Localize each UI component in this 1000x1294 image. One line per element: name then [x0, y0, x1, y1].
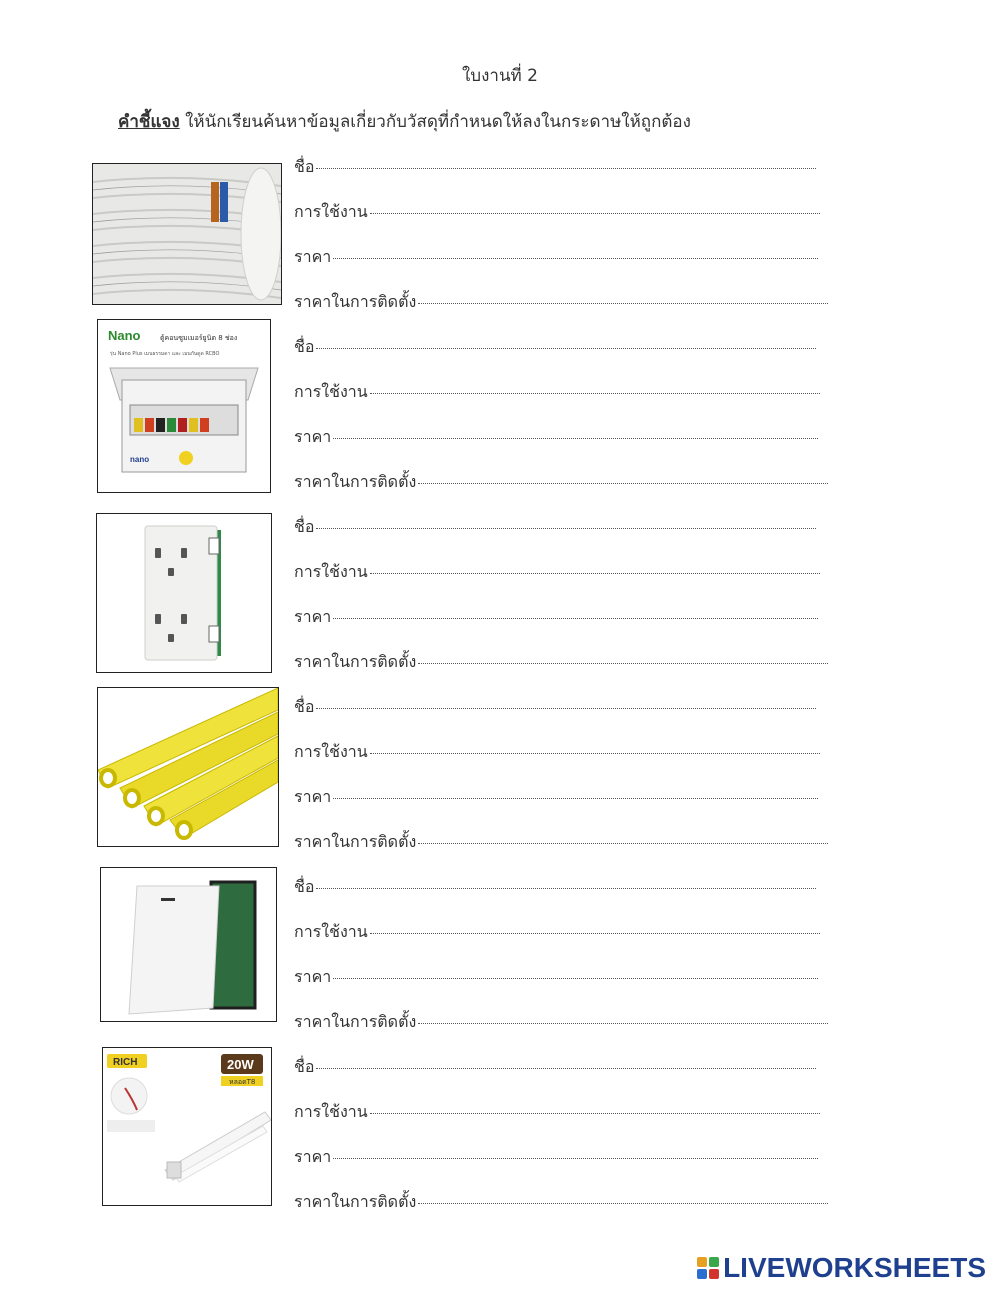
- name-label: ชื่อ: [294, 517, 315, 536]
- price-label: ราคา: [294, 427, 332, 446]
- name-label: ชื่อ: [294, 1057, 315, 1076]
- usage-label: การใช้งาน: [294, 922, 368, 941]
- install-price-label: ราคาในการติดตั้ง: [294, 1192, 417, 1211]
- nano-brand-text: Nano: [108, 328, 141, 343]
- name-label: ชื่อ: [294, 877, 315, 896]
- instruction: [118, 108, 691, 135]
- usage-label: การใช้งาน: [294, 202, 368, 221]
- price-label: ราคา: [294, 607, 332, 626]
- install-price-blank[interactable]: [418, 842, 828, 844]
- cable-image: [92, 163, 282, 305]
- svg-text:nano: nano: [130, 455, 150, 464]
- usage-blank[interactable]: [370, 1112, 820, 1114]
- price-field[interactable]: [294, 245, 818, 270]
- svg-text:หลอดT8: หลอดT8: [229, 1078, 256, 1086]
- liveworksheets-mark-icon: [697, 1257, 719, 1279]
- usage-label: การใช้งาน: [294, 382, 368, 401]
- price-field[interactable]: [294, 965, 818, 990]
- usage-field[interactable]: [294, 1100, 820, 1125]
- install-price-field[interactable]: [294, 1010, 828, 1035]
- price-label: ราคา: [294, 787, 332, 806]
- conduit-pipes-image: [97, 687, 279, 847]
- install-price-label: ราคาในการติดตั้ง: [294, 292, 417, 311]
- usage-field[interactable]: [294, 380, 820, 405]
- price-field[interactable]: [294, 425, 818, 450]
- liveworksheets-logo[interactable]: [697, 1252, 986, 1284]
- name-field[interactable]: [294, 695, 816, 720]
- price-label: ราคา: [294, 1147, 332, 1166]
- usage-blank[interactable]: [370, 392, 820, 394]
- name-label: ชื่อ: [294, 337, 315, 356]
- item-row-5: [0, 870, 1000, 1050]
- usage-blank[interactable]: [370, 212, 820, 214]
- name-blank[interactable]: [316, 1067, 816, 1069]
- price-blank[interactable]: [333, 617, 818, 619]
- install-price-field[interactable]: [294, 650, 828, 675]
- price-blank[interactable]: [333, 1157, 818, 1159]
- install-price-blank[interactable]: [418, 662, 828, 664]
- price-label: ราคา: [294, 247, 332, 266]
- instruction-text: ให้นักเรียนค้นหาข้อมูลเกี่ยวกับวัสดุที่กำหนดให้ลงในกระดาษให้ถูกต้อง: [179, 112, 691, 132]
- item-row-4: [0, 690, 1000, 870]
- install-price-blank[interactable]: [418, 1202, 828, 1204]
- name-label: ชื่อ: [294, 157, 315, 176]
- usage-field[interactable]: [294, 920, 820, 945]
- price-field[interactable]: [294, 785, 818, 810]
- item-row-6: [0, 1050, 1000, 1230]
- usage-blank[interactable]: [370, 752, 820, 754]
- usage-field[interactable]: [294, 740, 820, 765]
- usage-field[interactable]: [294, 200, 820, 225]
- install-price-field[interactable]: [294, 1190, 828, 1215]
- install-price-blank[interactable]: [418, 1022, 828, 1024]
- liveworksheets-wordmark: LIVEWORKSHEETS: [723, 1252, 986, 1283]
- install-price-label: ราคาในการติดตั้ง: [294, 1012, 417, 1031]
- outlet-image: [96, 513, 272, 673]
- price-label: ราคา: [294, 967, 332, 986]
- svg-text:รุ่น Nano Plus เมนธรรมดา และ เ: รุ่น Nano Plus เมนธรรมดา และ เมนกันดูด RCBO: [110, 351, 220, 357]
- price-blank[interactable]: [333, 257, 818, 259]
- install-price-field[interactable]: [294, 290, 828, 315]
- name-blank[interactable]: [316, 347, 816, 349]
- name-field[interactable]: [294, 155, 816, 180]
- svg-text:RICH: RICH: [113, 1057, 138, 1068]
- install-price-field[interactable]: [294, 470, 828, 495]
- name-label: ชื่อ: [294, 697, 315, 716]
- name-blank[interactable]: [316, 887, 816, 889]
- usage-label: การใช้งาน: [294, 1102, 368, 1121]
- name-field[interactable]: [294, 875, 816, 900]
- install-price-blank[interactable]: [418, 302, 828, 304]
- price-field[interactable]: [294, 1145, 818, 1170]
- item-row-3: [0, 510, 1000, 690]
- worksheet-title: ใบงานที่ 2: [462, 66, 538, 86]
- name-blank[interactable]: [316, 167, 816, 169]
- name-field[interactable]: [294, 335, 816, 360]
- usage-blank[interactable]: [370, 932, 820, 934]
- consumer-unit-image: [97, 319, 271, 493]
- name-blank[interactable]: [316, 527, 816, 529]
- install-price-label: ราคาในการติดตั้ง: [294, 832, 417, 851]
- price-field[interactable]: [294, 605, 818, 630]
- install-price-field[interactable]: [294, 830, 828, 855]
- instruction-label: คำชี้แจง: [118, 112, 180, 132]
- name-blank[interactable]: [316, 707, 816, 709]
- item-row-2: [0, 330, 1000, 510]
- install-price-label: ราคาในการติดตั้ง: [294, 652, 417, 671]
- svg-text:20W: 20W: [227, 1057, 254, 1072]
- switch-image: [100, 867, 277, 1022]
- usage-label: การใช้งาน: [294, 742, 368, 761]
- fluorescent-fixture-image: [102, 1047, 272, 1206]
- install-price-blank[interactable]: [418, 482, 828, 484]
- usage-field[interactable]: [294, 560, 820, 585]
- name-field[interactable]: [294, 1055, 816, 1080]
- price-blank[interactable]: [333, 977, 818, 979]
- item-row-1: [0, 150, 1000, 330]
- name-field[interactable]: [294, 515, 816, 540]
- svg-text:ตู้คอนซูมเมอร์ยูนิต 8 ช่อง: ตู้คอนซูมเมอร์ยูนิต 8 ช่อง: [160, 334, 238, 342]
- install-price-label: ราคาในการติดตั้ง: [294, 472, 417, 491]
- usage-blank[interactable]: [370, 572, 820, 574]
- usage-label: การใช้งาน: [294, 562, 368, 581]
- price-blank[interactable]: [333, 437, 818, 439]
- price-blank[interactable]: [333, 797, 818, 799]
